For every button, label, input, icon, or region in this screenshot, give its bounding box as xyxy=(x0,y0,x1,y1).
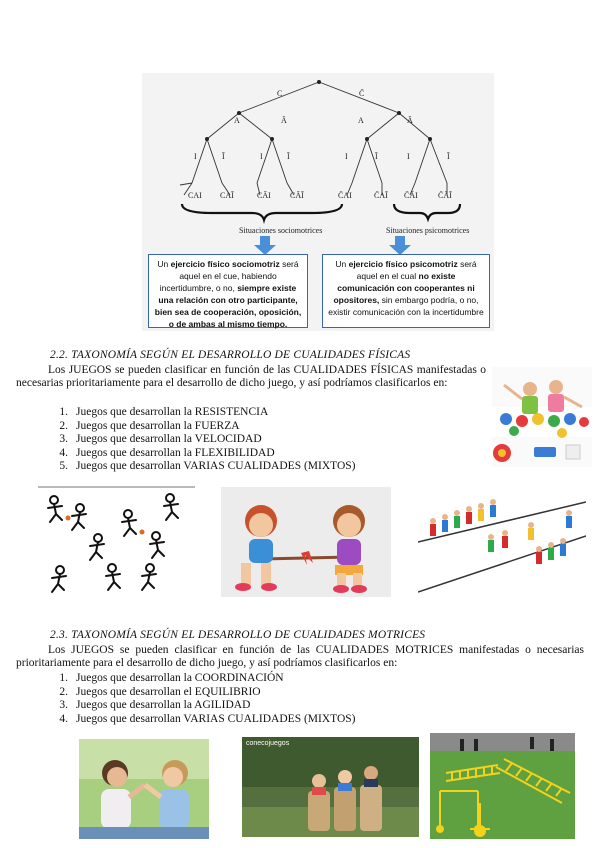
photo-watermark: conecojuegos xyxy=(246,740,290,747)
tree-leaf-label: CAI xyxy=(188,191,202,200)
fisicas-list xyxy=(50,406,450,474)
arrow-down-icon xyxy=(254,236,276,255)
list-item: 2. Juegos que desarrollan la FUERZA xyxy=(59,419,240,432)
tree-label: I xyxy=(407,152,410,161)
classification-tree-figure xyxy=(142,73,494,331)
group-label-left: Situaciones sociomotrices xyxy=(239,226,323,235)
list-item: 5. Juegos que desarrollan VARIAS CUALIDADES (MIXTOS) xyxy=(59,460,356,472)
tree-label: Ī xyxy=(447,152,450,161)
arrow-down-icon xyxy=(389,236,411,255)
tree-label: Ā xyxy=(407,116,413,125)
twister-kids-photo xyxy=(492,367,592,467)
tree-label: I xyxy=(194,152,197,161)
box-text: será aquel en el cual xyxy=(356,259,477,281)
list-item: 4. Juegos que desarrollan VARIAS CUALIDADES (MIXTOS) xyxy=(59,712,356,725)
tree-label: Ī xyxy=(287,152,290,161)
definition-box-psicomotriz xyxy=(322,254,490,328)
tree-label: Ī xyxy=(375,152,378,161)
box-text: será aquel en el cue, habiendo incertidumbre, o no, xyxy=(159,259,299,293)
brace-left xyxy=(182,204,342,220)
list-item: 1. Juegos que desarrollan la COORDINACIÓN xyxy=(59,672,284,684)
definition-box-sociomotriz xyxy=(148,254,308,328)
section-intro: Los JUEGOS se pueden clasificar en función de las CUALIDADES MOTRICES manifestadas o necesarias prioritariamente para el desarrollo de dicho juego, y así podríamos clasificarlos en: xyxy=(16,644,584,669)
list-item: 3. Juegos que desarrollan la AGILIDAD xyxy=(59,699,251,711)
tree-label: Ī xyxy=(222,152,225,161)
brace-right xyxy=(394,204,460,219)
box-text: Un xyxy=(335,259,349,269)
agility-ladder-photo xyxy=(430,733,575,839)
motrices-list xyxy=(50,672,450,726)
stick-figures-running-image xyxy=(38,486,195,596)
box-text: sin embargo podría, o no, existir comunicación con la incertidumbre xyxy=(328,295,484,317)
section-intro: Los JUEGOS se pueden clasificar en función de las CUALIDADES FÍSICAS manifestadas o necesarias prioritariamente para el desarrollo de dicho juego, y así podríamos clasificarlos en: xyxy=(16,364,486,389)
list-item: 4. Juegos que desarrollan la FLEXIBILIDAD xyxy=(59,446,275,459)
tree-leaf-label: C̄ĀĪ xyxy=(438,191,452,200)
tree-label: I xyxy=(260,152,263,161)
tree-leaf-label: C̄AI xyxy=(338,191,352,200)
tree-leaf-label: CĀĪ xyxy=(290,191,304,200)
tree-label: C̄ xyxy=(359,89,365,98)
tree-label: I xyxy=(345,152,348,161)
tree-leaf-label: C̄ĀI xyxy=(404,191,418,200)
box-text-bold: siempre existe una relación con otro participante, bien sea de cooperación, oposición, o de ambas al mismo tiempo. xyxy=(154,283,302,329)
box-text-bold: ejercicio físico sociomotriz xyxy=(170,259,280,269)
tug-of-war-illustration xyxy=(221,487,391,597)
tree-leaf-label: CAĪ xyxy=(220,191,234,200)
box-text: Un xyxy=(157,259,171,269)
group-label-right: Situaciones psicomotrices xyxy=(386,226,470,235)
tree-leaf-label: CĀI xyxy=(257,191,271,200)
tree-leaf-label: C̄AĪ xyxy=(374,191,388,200)
list-item: 3. Juegos que desarrollan la VELOCIDAD xyxy=(59,433,262,445)
relay-race-illustration xyxy=(418,494,586,598)
section-heading: 2.3. TAXONOMÍA SEGÚN EL DESARROLLO DE CUALIDADES MOTRICES xyxy=(50,629,426,641)
sack-race-photo xyxy=(242,737,419,837)
list-item: 1. Juegos que desarrollan la RESISTENCIA xyxy=(59,406,269,418)
tree-label: A xyxy=(358,116,364,125)
tree-label: A xyxy=(234,116,240,125)
section-heading: 2.2. TAXONOMÍA SEGÚN EL DESARROLLO DE CUALIDADES FÍSICAS xyxy=(50,349,411,361)
list-item: 2. Juegos que desarrollan el EQUILIBRIO xyxy=(59,685,261,698)
clapping-game-photo xyxy=(79,739,209,839)
tree-label: C xyxy=(277,89,283,98)
tree-label: Ā xyxy=(281,116,287,125)
box-text-bold: ejercicio físico psicomotriz xyxy=(348,259,458,269)
box-text-bold: no existe comunicación con cooperantes ni opositores, xyxy=(333,271,475,305)
